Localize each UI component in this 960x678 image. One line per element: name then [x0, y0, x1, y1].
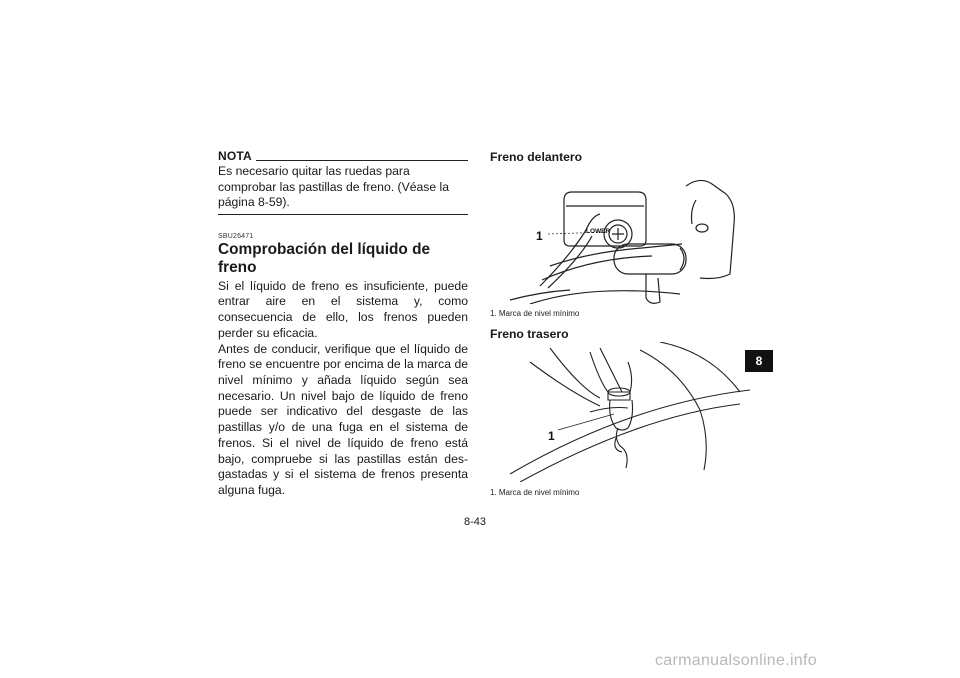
lower-level-marking: LOWER	[586, 228, 611, 235]
figure-front-heading	[490, 150, 750, 164]
nota-bottom-rule	[218, 214, 468, 215]
figure-heading: Freno delantero	[490, 150, 583, 164]
figure-heading: Freno trasero	[490, 327, 569, 341]
figure-caption: 1. Marca de nivel mínimo	[490, 488, 580, 497]
front-brake-illustration	[490, 176, 750, 304]
chapter-tab: 8	[745, 350, 773, 372]
rear-brake-illustration	[490, 342, 750, 482]
section-title: Comprobación del líquido de freno	[218, 240, 431, 276]
section-code: SBU26471	[218, 232, 254, 240]
nota-header-rule	[256, 160, 468, 161]
watermark: carmanualsonline.info	[655, 652, 817, 669]
callout-number: 1	[548, 429, 555, 443]
nota-header	[218, 150, 468, 162]
figure-caption: 1. Marca de nivel mínimo	[490, 309, 580, 318]
callout-number: 1	[536, 229, 543, 243]
body-paragraph: Si el líquido de freno es insuficiente, puede entrar aire en el sistema y, como consecuencia de ello, los frenos pueden perder su eficacia.	[218, 278, 468, 340]
body-paragraph: Antes de conducir, verifique que el líquido de freno se encuentre por encima de la marca de nivel mínimo y añada líquido según sea necesario. Un nivel bajo de líquido de freno puede ser indicativo del desgaste de las pastillas y/o de una fuga en el sistema de frenos. Si el nivel de líquido de freno está bajo, compruebe si las pastillas están desgastadas y si el sistema de frenos presenta alguna fuga.	[218, 341, 468, 497]
nota-label: NOTA	[218, 149, 252, 163]
page-number: 8-43	[464, 516, 487, 528]
nota-text: Es necesario quitar las ruedas para comprobar las pastillas de freno. (Véase la página 8-59).	[218, 164, 450, 210]
left-column	[218, 150, 468, 499]
figure-rear-heading	[490, 327, 750, 341]
section-body	[218, 279, 468, 499]
